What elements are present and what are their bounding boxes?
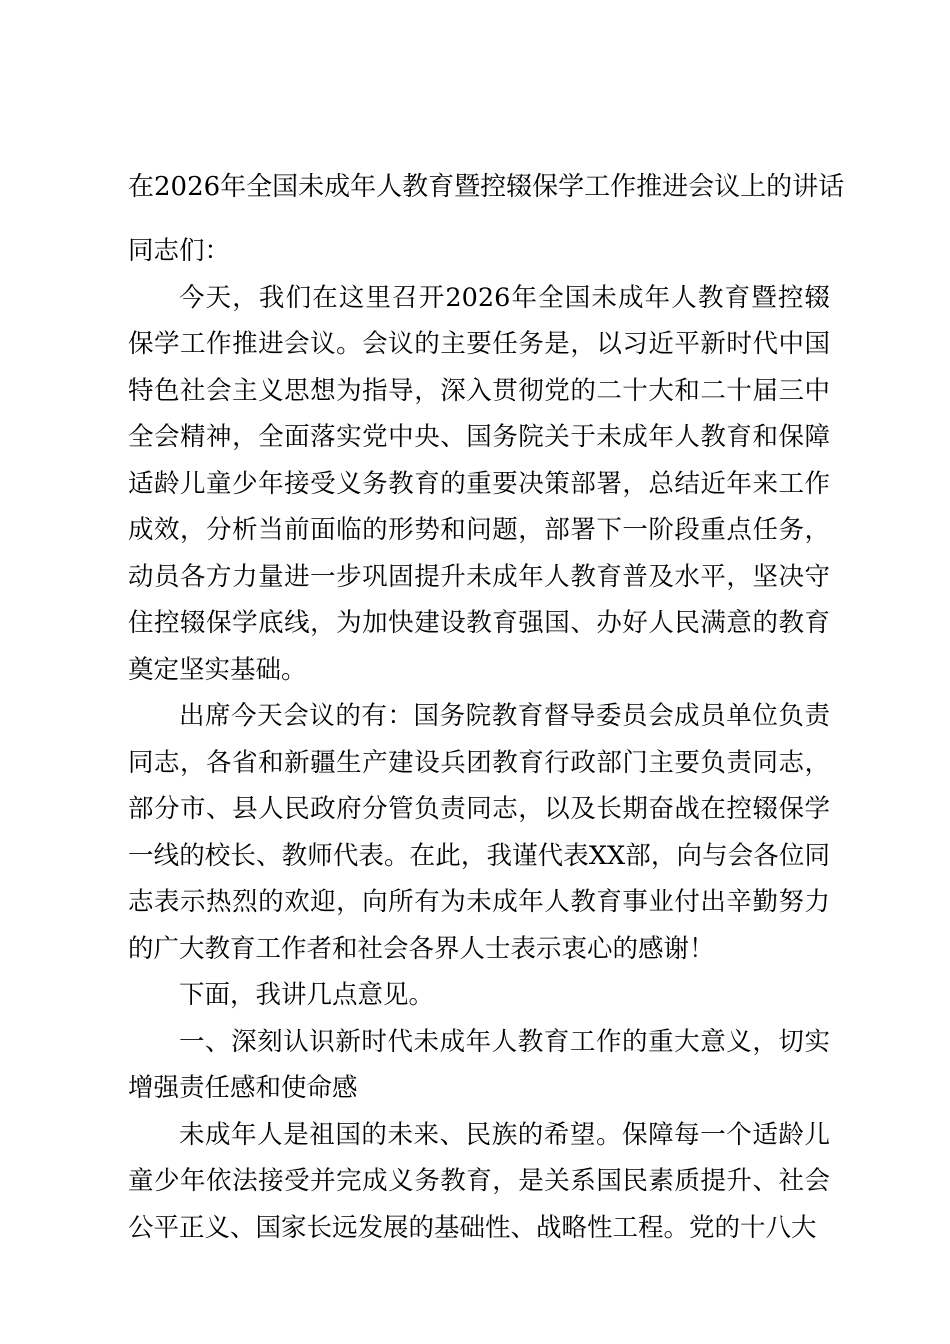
salutation: 同志们： bbox=[128, 236, 231, 266]
paragraph-section-1: 未成年人是祖国的未来、民族的希望。保障每一个适龄儿童少年依法接受并完成义务教育，是关系国民素质提升、社会公平正义、国家长远发展的基础性、战略性工程。党的十八大 bbox=[128, 1119, 830, 1243]
document-body bbox=[128, 228, 830, 1251]
paragraph-transition: 下面，我讲几点意见。 bbox=[179, 980, 435, 1010]
section-heading-1: 一、深刻认识新时代未成年人教育工作的重大意义，切实增强责任感和使命感 bbox=[128, 1026, 830, 1103]
paragraph-attendees: 出席今天会议的有：国务院教育督导委员会成员单位负责同志，各省和新疆生产建设兵团教育行政部门主要负责同志，部分市、县人民政府分管负责同志，以及长期奋战在控辍保学一线的校长、教师代表。在此，我谨代表XX部，向与会各位同志表示热烈的欢迎，向所有为未成年人教育事业付出辛勤努力的广大教育工作者和社会各界人士表示衷心的感谢！ bbox=[128, 701, 830, 964]
paragraph-opening: 今天，我们在这里召开2026年全国未成年人教育暨控辍保学工作推进会议。会议的主要任务是，以习近平新时代中国特色社会主义思想为指导，深入贯彻党的二十大和二十届三中全会精神，全面落实党中央、国务院关于未成年人教育和保障适龄儿童少年接受义务教育的重要决策部署，总结近年来工作成效，分析当前面临的形势和问题，部署下一阶段重点任务，动员各方力量进一步巩固提升未成年人教育普及水平，坚决守住控辍保学底线，为加快建设教育强国、办好人民满意的教育奠定坚实基础。 bbox=[128, 282, 830, 685]
document-title: 在2026年全国未成年人教育暨控辍保学工作推进会议上的讲话 bbox=[128, 172, 845, 202]
